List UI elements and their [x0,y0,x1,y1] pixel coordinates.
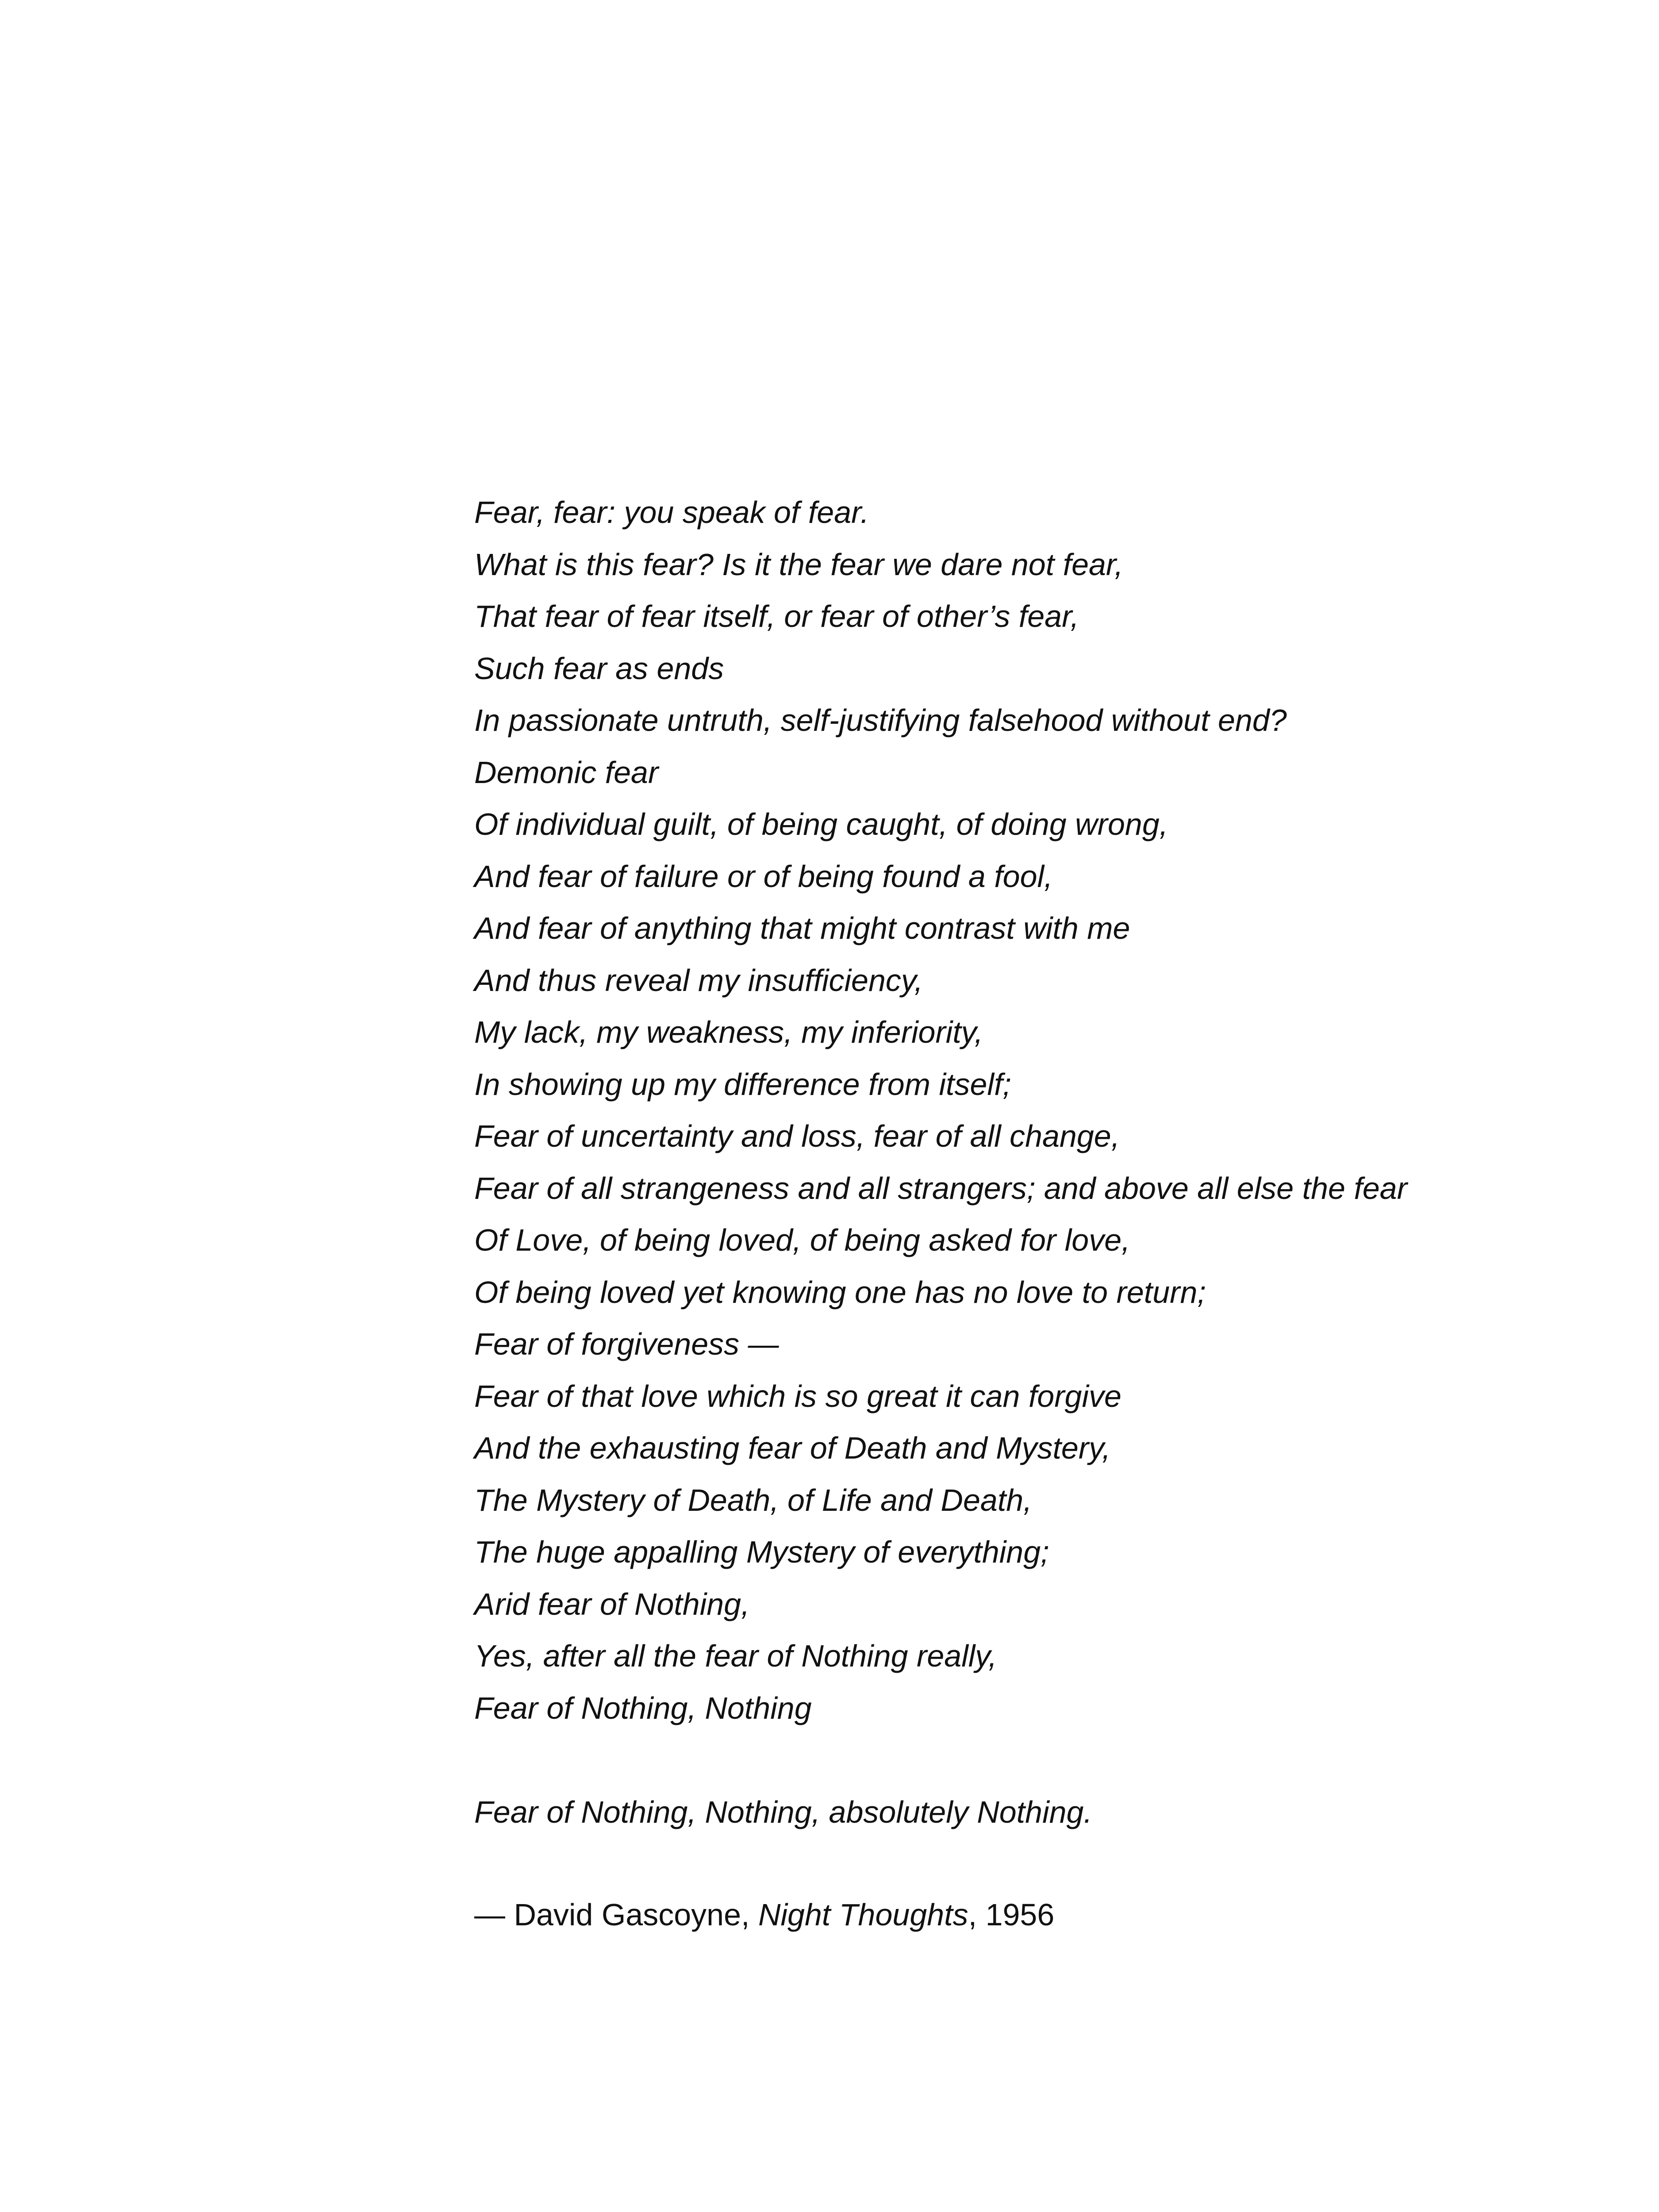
poem-line: Demonic fear [474,755,659,790]
attribution [474,1889,1054,1941]
attribution-work-title: Night Thoughts [758,1897,968,1932]
poem-line: Yes, after all the fear of Nothing really, [474,1639,997,1673]
poem-line: Fear of Nothing, Nothing [474,1690,812,1725]
poem-line: And thus reveal my insufficiency, [474,963,923,998]
poem-final-line: Fear of Nothing, Nothing, absolutely Nothing. [474,1794,1092,1829]
poem-line: My lack, my weakness, my inferiority, [474,1015,983,1049]
poem-body [474,487,1580,1838]
poem-line: Fear of forgiveness — [474,1327,779,1361]
poem-line: Fear of that love which is so great it can forgive [474,1379,1121,1413]
poem-line: Fear of all strangeness and all strangers; and above all else the fear [474,1171,1408,1206]
poem-line: Of being loved yet knowing one has no love to return; [474,1275,1206,1310]
poem-line: The Mystery of Death, of Life and Death, [474,1482,1032,1517]
poem-line: Of Love, of being loved, of being asked for love, [474,1223,1130,1257]
poem-line: And fear of anything that might contrast with me [474,911,1130,945]
poem-line: Fear, fear: you speak of fear. [474,495,869,530]
poem-line: Arid fear of Nothing, [474,1586,750,1621]
poem-line: And fear of failure or of being found a fool, [474,859,1053,894]
attribution-year: , 1956 [968,1897,1055,1932]
attribution-author: — David Gascoyne, [474,1897,758,1932]
poem-line: In showing up my difference from itself; [474,1067,1011,1102]
poem-line: In passionate untruth, self-justifying falsehood without end? [474,703,1287,737]
poem-line: Fear of uncertainty and loss, fear of all change, [474,1119,1120,1153]
stanza-break [474,1734,1580,1786]
poem-line: Such fear as ends [474,651,724,686]
poem-line: And the exhausting fear of Death and Mystery, [474,1431,1111,1465]
poem-line: Of individual guilt, of being caught, of doing wrong, [474,807,1168,841]
poem-line: What is this fear? Is it the fear we dare not fear, [474,547,1123,582]
poem-line: That fear of fear itself, or fear of other’s fear, [474,599,1079,634]
poem-line: The huge appalling Mystery of everything; [474,1535,1049,1569]
